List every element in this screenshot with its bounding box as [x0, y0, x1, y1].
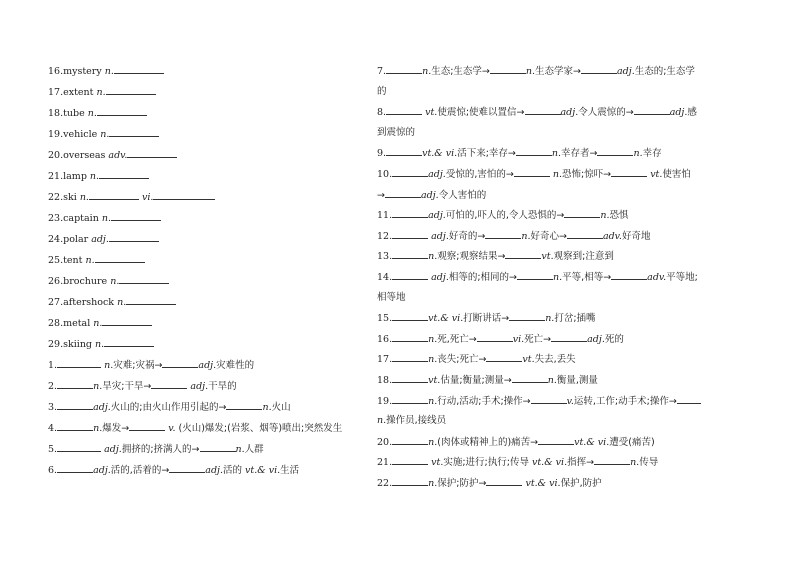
- answer-blank[interactable]: [392, 332, 428, 342]
- part-of-speech: adj.: [428, 210, 446, 222]
- definition-text: 令人害怕的: [438, 189, 487, 201]
- part-of-speech: vt.& vi.: [428, 313, 464, 325]
- exercise-item: [377, 455, 749, 469]
- part-of-speech: adj.: [431, 230, 449, 242]
- definition-text: 活下来;幸存→: [457, 148, 516, 160]
- part-of-speech: n.: [89, 171, 100, 182]
- part-of-speech: adj.: [420, 189, 439, 201]
- answer-blank[interactable]: [126, 295, 176, 305]
- part-of-speech: vt.: [425, 107, 438, 119]
- exercise-item: [377, 394, 749, 408]
- definition-text: 火山: [271, 402, 291, 413]
- definition-text: 传导: [639, 457, 659, 469]
- definition-text: 受惊的,害怕的→: [445, 169, 514, 180]
- answer-blank[interactable]: [111, 211, 161, 221]
- part-of-speech: adv.: [108, 150, 128, 161]
- part-of-speech: vt.& vi.: [525, 478, 561, 489]
- answer-blank[interactable]: [392, 311, 428, 321]
- part-of-speech: n.: [101, 213, 111, 224]
- part-of-speech: adj.: [93, 402, 111, 413]
- entry-text: 14.: [377, 272, 393, 283]
- part-of-speech: vt.& vi.: [574, 436, 610, 448]
- part-of-speech: n.: [428, 395, 438, 407]
- answer-blank[interactable]: [392, 394, 428, 404]
- answer-blank[interactable]: [57, 358, 101, 368]
- definition-text: 行动,活动;手术;操作→: [437, 395, 531, 407]
- answer-blank[interactable]: [392, 249, 428, 259]
- part-of-speech: n.: [428, 251, 438, 263]
- definition-text: 恐惧: [609, 210, 629, 222]
- answer-blank[interactable]: [200, 442, 236, 452]
- definition-text: 好奇的→: [448, 230, 486, 242]
- answer-blank[interactable]: [485, 229, 521, 239]
- entry-text: 2.: [48, 381, 58, 392]
- entry-text: 22.ski: [48, 192, 80, 203]
- definition-text: 干旱的: [208, 381, 237, 392]
- definition-text: 灾难性的: [216, 360, 255, 371]
- answer-blank[interactable]: [567, 229, 603, 239]
- exercise-item: [48, 190, 215, 204]
- part-of-speech: n.: [422, 66, 432, 77]
- answer-blank[interactable]: [109, 232, 159, 242]
- exercise-item: [377, 373, 749, 387]
- answer-blank[interactable]: [57, 379, 93, 389]
- answer-blank[interactable]: [114, 64, 164, 74]
- part-of-speech: vt.: [431, 457, 444, 469]
- definition-text: 感: [687, 107, 697, 119]
- entry-text: 21.: [377, 457, 393, 469]
- exercise-item: [48, 463, 299, 477]
- exercise-item: [48, 169, 149, 183]
- exercise-item: [48, 211, 161, 225]
- answer-blank[interactable]: [119, 274, 169, 284]
- answer-blank[interactable]: [129, 421, 165, 431]
- definition-text: 相等地: [377, 291, 406, 303]
- entry-text: 26.brochure: [48, 276, 111, 287]
- part-of-speech: n.: [104, 66, 114, 77]
- part-of-speech: n.: [95, 339, 105, 350]
- entry-text: 3.: [48, 402, 58, 413]
- definition-text: 拥挤的;挤满人的→: [121, 444, 200, 455]
- answer-blank[interactable]: [512, 373, 548, 383]
- exercise-item: [48, 232, 159, 246]
- definition-text: 失去,丢失: [534, 354, 576, 366]
- exercise-item-continuation: [377, 85, 749, 98]
- part-of-speech: vt.: [541, 251, 554, 263]
- definition-text: 生态;生态学→: [431, 66, 490, 77]
- exercise-item: [48, 337, 154, 351]
- exercise-item: [377, 476, 749, 490]
- part-of-speech: adj.: [560, 107, 579, 119]
- entry-text: 17.: [377, 354, 393, 366]
- entry-text: 18.tube: [48, 108, 88, 119]
- definition-text: (火山)爆发;(岩浆、烟等)喷出;突然发生: [175, 423, 343, 434]
- answer-blank[interactable]: [486, 476, 522, 486]
- definition-text: 活的,活着的→: [110, 465, 170, 476]
- exercise-item: [48, 316, 152, 330]
- answer-blank[interactable]: [392, 373, 428, 383]
- exercise-item: [48, 253, 145, 267]
- answer-blank[interactable]: [106, 85, 156, 95]
- part-of-speech: n.: [93, 423, 103, 434]
- entry-text: 7.: [377, 66, 387, 77]
- entry-text: 27.aftershock: [48, 297, 118, 308]
- definition-text: 恐怖;惊吓→: [561, 169, 612, 180]
- definition-text: 好奇心→: [530, 230, 567, 242]
- part-of-speech: vt.: [428, 375, 441, 386]
- entry-text: 19.vehicle: [48, 129, 101, 140]
- answer-blank[interactable]: [581, 64, 617, 74]
- entry-text: 29.skiing: [48, 339, 96, 350]
- definition-text: 相等的;相同的→: [448, 272, 518, 283]
- definition-text: 观察;观察结果→: [437, 251, 506, 263]
- entry-text: 20.overseas: [48, 150, 109, 161]
- part-of-speech: n.: [428, 478, 438, 489]
- definition-text: 灾难;灾祸→: [113, 360, 163, 371]
- part-of-speech: adj.: [617, 66, 635, 77]
- part-of-speech: vi.: [512, 333, 525, 345]
- exercise-item: [48, 127, 159, 141]
- definition-text: 死,死亡→: [437, 333, 477, 345]
- answer-blank[interactable]: [594, 455, 630, 465]
- entry-text: 10.: [377, 169, 393, 180]
- definition-text: 旱灾;干旱→: [102, 381, 152, 392]
- answer-blank[interactable]: [531, 394, 567, 404]
- definition-text: 操作员,接线员: [386, 415, 447, 427]
- part-of-speech: n.: [377, 415, 387, 427]
- answer-blank[interactable]: [392, 455, 428, 465]
- exercise-item: [377, 435, 749, 449]
- part-of-speech: n.: [551, 148, 561, 160]
- answer-blank[interactable]: [392, 270, 428, 280]
- entry-text: 28.metal: [48, 318, 94, 329]
- part-of-speech: n.: [630, 457, 640, 469]
- entry-text: 18.: [377, 375, 393, 386]
- part-of-speech: n.: [96, 87, 106, 98]
- answer-blank[interactable]: [97, 106, 147, 116]
- answer-blank[interactable]: [392, 476, 428, 486]
- entry-text: 8.: [377, 107, 387, 119]
- answer-blank[interactable]: [611, 270, 647, 280]
- part-of-speech: vt.: [650, 169, 663, 180]
- part-of-speech: adj.: [190, 381, 209, 392]
- answer-blank[interactable]: [392, 229, 428, 239]
- part-of-speech: n.: [100, 129, 110, 140]
- answer-blank[interactable]: [89, 190, 139, 200]
- answer-blank[interactable]: [226, 400, 262, 410]
- answer-blank[interactable]: [525, 105, 561, 115]
- entry-text: 6.: [48, 465, 58, 476]
- answer-blank[interactable]: [385, 188, 421, 198]
- exercise-item: [48, 400, 291, 414]
- answer-blank[interactable]: [597, 146, 633, 156]
- answer-blank[interactable]: [153, 190, 215, 200]
- exercise-item: [48, 106, 147, 120]
- exercise-item-continuation: [377, 126, 749, 139]
- entry-text: 23.captain: [48, 213, 102, 224]
- definition-text: 生活: [280, 465, 300, 476]
- answer-blank[interactable]: [151, 379, 187, 389]
- part-of-speech: adj.: [93, 465, 111, 476]
- definition-text: 爆发→: [102, 423, 130, 434]
- definition-text: (肉体或精神上的)痛苦→: [437, 436, 539, 448]
- answer-blank[interactable]: [505, 249, 541, 259]
- definition-text: 到震惊的: [377, 126, 416, 138]
- part-of-speech: n.: [104, 360, 114, 371]
- answer-blank[interactable]: [57, 442, 101, 452]
- definition-text: 幸存者→: [561, 148, 598, 160]
- exercise-item: [377, 332, 749, 346]
- part-of-speech: adv.: [647, 272, 667, 283]
- part-of-speech: vt.& vi.: [531, 457, 568, 469]
- entry-text: 21.lamp: [48, 171, 90, 182]
- part-of-speech: adv.: [602, 230, 622, 242]
- definition-text: 幸存: [642, 148, 662, 160]
- part-of-speech: n.: [428, 333, 438, 345]
- part-of-speech: v.: [566, 395, 574, 407]
- exercise-item-continuation: [377, 414, 749, 427]
- entry-text: 24.polar: [48, 234, 92, 245]
- part-of-speech: n.: [93, 318, 103, 329]
- exercise-item: [48, 274, 169, 288]
- part-of-speech: vi.: [141, 192, 154, 203]
- answer-blank[interactable]: [392, 352, 428, 362]
- answer-blank[interactable]: [169, 463, 205, 473]
- answer-blank[interactable]: [517, 270, 553, 280]
- answer-blank[interactable]: [392, 435, 428, 445]
- exercise-item: [48, 85, 156, 99]
- entry-text: 22.: [377, 478, 393, 489]
- part-of-speech: adj.: [669, 107, 688, 119]
- part-of-speech: n.: [428, 436, 438, 448]
- part-of-speech: adj.: [198, 360, 217, 371]
- definition-text: 使震惊;使难以置信→: [437, 107, 525, 119]
- exercise-item: [377, 208, 749, 222]
- entry-text: 11.: [377, 210, 393, 222]
- definition-text: 平等地;: [666, 272, 698, 283]
- part-of-speech: adj.: [431, 272, 449, 283]
- exercise-item: [377, 249, 749, 263]
- part-of-speech: n.: [525, 66, 536, 77]
- part-of-speech: adj.: [104, 444, 122, 455]
- definition-text: 生态的;生态学: [634, 66, 695, 77]
- answer-blank[interactable]: [109, 127, 159, 137]
- entry-text: 25.tent: [48, 255, 86, 266]
- entry-text: 20.: [377, 436, 393, 448]
- definition-text: 丧失;死亡→: [437, 354, 487, 366]
- exercise-item: [48, 442, 264, 456]
- entry-text: 19.: [377, 395, 393, 407]
- answer-blank[interactable]: [386, 146, 422, 156]
- part-of-speech: adj.: [587, 333, 605, 345]
- answer-blank[interactable]: [95, 253, 145, 263]
- part-of-speech: n.: [87, 108, 97, 119]
- answer-blank[interactable]: [99, 169, 149, 179]
- exercise-item: [48, 379, 237, 393]
- definition-text: 活的: [223, 465, 246, 476]
- part-of-speech: n.: [552, 169, 562, 180]
- answer-blank[interactable]: [392, 208, 428, 218]
- definition-text: 保护;防护→: [437, 478, 487, 489]
- part-of-speech: n.: [633, 148, 643, 160]
- answer-blank[interactable]: [516, 146, 552, 156]
- answer-blank[interactable]: [611, 167, 647, 177]
- exercise-item: [377, 352, 749, 366]
- definition-text: 好奇地: [621, 230, 651, 242]
- part-of-speech: vt.: [522, 354, 535, 366]
- definition-text: 打岔;插嘴: [554, 313, 596, 325]
- part-of-speech: n.: [93, 381, 103, 392]
- part-of-speech: adj.: [428, 169, 446, 180]
- part-of-speech: n.: [235, 444, 245, 455]
- definition-text: 使害怕: [662, 169, 691, 180]
- exercise-item: [377, 311, 749, 325]
- definition-text: 运转,工作;动手术;操作→: [573, 395, 677, 407]
- answer-blank[interactable]: [490, 64, 526, 74]
- definition-text: 估量;衡量;测量→: [440, 375, 512, 386]
- exercise-item: [377, 64, 749, 78]
- part-of-speech: n.: [79, 192, 89, 203]
- definition-text: 实施;进行;执行;传导: [443, 457, 532, 469]
- definition-text: 遭受(痛苦): [609, 436, 655, 448]
- part-of-speech: n.: [117, 297, 127, 308]
- definition-text: 火山的;由火山作用引起的→: [110, 402, 227, 413]
- definition-text: 可怕的,吓人的,令人恐惧的→: [445, 210, 565, 222]
- answer-blank[interactable]: [102, 316, 152, 326]
- entry-text: 1.: [48, 360, 58, 371]
- entry-text: 15.: [377, 313, 393, 325]
- part-of-speech: adj.: [205, 465, 223, 476]
- part-of-speech: v.: [168, 423, 176, 434]
- definition-text: 死亡→: [524, 333, 552, 345]
- definition-text: 人群: [244, 444, 264, 455]
- exercise-item: [377, 105, 749, 119]
- definition-text: 的: [377, 85, 387, 97]
- part-of-speech: n.: [262, 402, 272, 413]
- exercise-item: [48, 358, 254, 372]
- entry-text: 9.: [377, 148, 387, 160]
- exercise-item: [377, 270, 749, 284]
- answer-blank[interactable]: [162, 358, 198, 368]
- answer-blank[interactable]: [127, 148, 177, 158]
- part-of-speech: n.: [600, 210, 610, 222]
- entry-text: 16.mystery: [48, 66, 105, 77]
- answer-blank[interactable]: [509, 311, 545, 321]
- part-of-speech: n.: [553, 272, 563, 283]
- answer-blank[interactable]: [477, 332, 513, 342]
- answer-blank[interactable]: [57, 400, 93, 410]
- exercise-item: [48, 148, 177, 162]
- exercise-item: [377, 146, 749, 160]
- entry-text: 5.: [48, 444, 58, 455]
- entry-text: 4.: [48, 423, 58, 434]
- definition-text: 保护,防护: [560, 478, 602, 489]
- part-of-speech: n.: [521, 230, 531, 242]
- definition-text: 指挥→: [567, 457, 595, 469]
- part-of-speech: adj.: [91, 234, 109, 245]
- exercise-item-continuation: [377, 188, 749, 202]
- definition-text: →: [377, 189, 385, 201]
- definition-text: 令人震惊的→: [578, 107, 634, 119]
- answer-blank[interactable]: [486, 352, 522, 362]
- part-of-speech: n.: [110, 276, 120, 287]
- entry-text: 12.: [377, 230, 393, 242]
- answer-blank[interactable]: [392, 167, 428, 177]
- exercise-item: [377, 167, 749, 181]
- entry-text: 16.: [377, 333, 393, 345]
- answer-blank[interactable]: [57, 421, 93, 431]
- exercise-item-continuation: [377, 291, 749, 304]
- exercise-item: [377, 229, 749, 243]
- answer-blank[interactable]: [386, 64, 422, 74]
- exercise-item: [48, 295, 176, 309]
- answer-blank[interactable]: [564, 208, 600, 218]
- part-of-speech: vt.& vi.: [245, 465, 281, 476]
- definition-text: 平等,相等→: [562, 272, 612, 283]
- definition-text: 打断讲话→: [463, 313, 510, 325]
- answer-blank[interactable]: [551, 332, 587, 342]
- definition-text: 观察到;注意到: [553, 251, 614, 263]
- answer-blank[interactable]: [514, 167, 550, 177]
- exercise-item: [48, 421, 342, 435]
- part-of-speech: n.: [545, 313, 555, 325]
- part-of-speech: n.: [428, 354, 438, 366]
- part-of-speech: vt.& vi.: [422, 148, 458, 160]
- answer-blank[interactable]: [538, 435, 574, 445]
- part-of-speech: n.: [547, 375, 557, 386]
- definition-text: 死的: [604, 333, 624, 345]
- part-of-speech: n.: [85, 255, 95, 266]
- entry-text: 13.: [377, 251, 393, 263]
- answer-blank[interactable]: [634, 105, 670, 115]
- answer-blank[interactable]: [57, 463, 93, 473]
- answer-blank[interactable]: [677, 394, 701, 404]
- answer-blank[interactable]: [386, 105, 422, 115]
- exercise-item: [48, 64, 164, 78]
- definition-text: 衡量,测量: [556, 375, 598, 386]
- entry-text: 17.extent: [48, 87, 97, 98]
- answer-blank[interactable]: [104, 337, 154, 347]
- definition-text: 生态学家→: [535, 66, 581, 77]
